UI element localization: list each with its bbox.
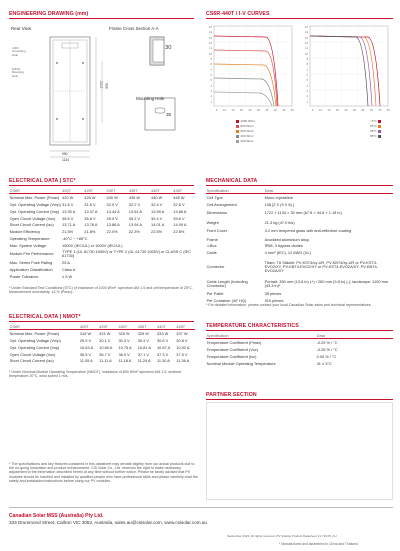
elec-stc-rule: [9, 185, 194, 186]
elec-nmot-table: [9, 323, 195, 364]
footer-rule: [9, 507, 393, 508]
eng-title-rule: [9, 18, 194, 19]
table-row: Opt. Operating Voltage (Vmp) 31.6 V 31.8 V 32.0 V 32.2 V 32.4 V 32.6 V: [9, 201, 185, 207]
legend-swatch: [236, 125, 239, 128]
mech-note: * For detailed information, please contact your local Canadian Solar sales and technical representatives.: [206, 303, 372, 307]
mech-table: [206, 187, 393, 304]
table-row: Opt. Operating Current (Imp) 13.30 A 13.37 A 13.44 A 13.51 A 13.59 A 13.66 A: [9, 208, 187, 214]
table-row: Cell Type Mono-crystalline: [206, 195, 293, 201]
table-row: Temperature Coefficient (Voc) -0.25 % / °C: [206, 346, 338, 352]
table-row: Front Cover 3.2 mm tempered glass with anti-reflective coating: [206, 227, 352, 233]
table-header: 435T: [128, 187, 150, 194]
iv-x-ticks-left: 5 10 15 20 25 30 35 40 45 50: [216, 108, 294, 112]
dim-length: 1722: [99, 81, 104, 89]
company-address: 333 Drummond Street, Carlton VIC 3053, Australia, sales.au@csisolar.com, www.csisolar.com.au: [9, 520, 207, 525]
iv-curves-chart: [206, 22, 394, 140]
table-row: Temperature Coefficient (Isc) 0.05 % / °C: [206, 353, 337, 359]
table-row: Opt. Operating Voltage (Vmp) 29.9 V 30.1 V 30.3 V 30.4 V 30.6 V 30.8 V: [9, 337, 188, 343]
iv-y-ticks-right: 15 14 13 12 11 10 9 8 7 6 5 4 3 2 1: [304, 25, 308, 104]
table-header: Specification: [206, 187, 264, 194]
iv-curves-title: CS6R-440T / I-V CURVES: [206, 11, 270, 17]
table-row: J-Box IP68, 3 bypass diodes: [206, 243, 303, 249]
table-header: 440T: [156, 323, 175, 330]
legend-swatch: [378, 130, 381, 133]
table-row: Frame Anodized aluminium alloy,: [206, 236, 310, 242]
table-row: Cable Length (Including Connector) Portrait: 350 mm (13.8 in) (+) / 250 mm (9.8 in) (-); landscape: 1100 mm (43.3 in)*: [206, 278, 389, 288]
iv-title-rule: [206, 18, 393, 19]
mounting-hole-label: Mounting Hole: [136, 96, 165, 101]
grounding-hole-note: 4-Φ4 Grounding Hole: [12, 46, 26, 57]
partner-rule: [206, 399, 393, 400]
table-header: 445T: [173, 187, 195, 194]
iv-legend-temperature: 5°C 25°C 45°C 65°C: [370, 119, 382, 139]
table-row: Cable 4 mm² (IEC), 12 AWG (UL): [206, 250, 311, 256]
dim-hole-width: 990: [62, 152, 68, 156]
legend-swatch: [378, 120, 381, 123]
table-row: Short Circuit Current (Isc) 11.05 A 11.11 A 11.18 A 11.24 A 11.30 A 11.36 A: [9, 358, 190, 364]
elec-nmot-rule: [9, 321, 194, 322]
table-header: Specification: [206, 332, 316, 339]
dim-hole-spacing: 990: [104, 83, 109, 89]
mech-title: MECHANICAL DATA: [206, 178, 258, 184]
temp-rule: [206, 330, 393, 331]
legend-swatch: [236, 120, 239, 123]
elec-stc-title: ELECTRICAL DATA | STC*: [9, 178, 76, 184]
dim-width: 1134: [62, 158, 70, 162]
table-row: Cell Arrangement 108 [2 X (9 X 6) ]: [206, 201, 295, 207]
elec-nmot-title: ELECTRICAL DATA | NMOT*: [9, 314, 81, 320]
table-header: 420T: [61, 187, 83, 194]
table-row: Per Container (40' HQ) 910 pieces: [206, 298, 284, 304]
legend-swatch: [236, 130, 239, 133]
mech-rule: [206, 185, 393, 186]
table-row: Open Circuit Voltage (Voc) 38.6 V 38.8 V 39.0 V 39.2 V 39.4 V 39.6 V: [9, 215, 185, 221]
frame-section-label: Frame Cross Section A-A: [109, 26, 159, 31]
datasheet-version: September 2023. All rights reserved, PV Module Product Datasheet V1.72C25_AU: [227, 534, 337, 538]
iv-plot-temperature: [310, 26, 388, 106]
table-header: 430T: [106, 187, 128, 194]
iv-plot-irradiance: [214, 26, 292, 106]
table-row: Max. Series Fuse Rating 25 A: [9, 259, 70, 265]
dim-35: 35: [166, 112, 172, 117]
partner-title: PARTNER SECTION: [206, 392, 257, 398]
table-row: Power Tolerance ± 5 W: [9, 273, 73, 279]
iv-legend-irradiance: 1000 W/m² 800 W/m² 600 W/m² 400 W/m² 200 W/m²: [236, 119, 255, 144]
table-row: Module Efficiency 21.5% 21.8% 22.0% 22.3% 22.5% 22.8%: [9, 229, 185, 235]
table-row: Per Pallet 35 pieces: [206, 291, 282, 297]
table-row: Nominal Max. Power (Pmax) 420 W 425 W 430 W 435 W 440 W 445 W: [9, 195, 185, 201]
table-header: 445T: [176, 323, 195, 330]
table-header: CS6R: [9, 187, 61, 194]
table-row: Temperature Coefficient (Pmax) -0.29 % / °C: [206, 340, 338, 346]
table-header: 435T: [137, 323, 156, 330]
table-header: Data: [316, 332, 393, 339]
rear-view-label: Rear View: [11, 26, 32, 31]
legend-swatch: [378, 135, 381, 138]
legend-swatch: [236, 135, 239, 138]
elec-stc-note: * Under Standard Test Conditions (STC) of irradiance of 1000 W/m², spectrum AM 1.5 and cell temperature of 25°C. Measurement uncertainty: ±3 % (Pmax).: [9, 286, 193, 295]
iv-y-ticks-left: 15 14 13 12 11 10 9 8 7 6 5 4 3 2 1: [208, 25, 212, 104]
table-row: Application Classification Class A: [9, 266, 76, 272]
table-row: Open Circuit Voltage (Voc) 36.5 V 36.7 V 36.9 V 37.1 V 37.3 V 37.5 V: [9, 351, 188, 357]
elec-stc-table: [9, 187, 195, 280]
table-header: 420T: [79, 323, 98, 330]
table-row: Nominal Max. Power (Pmax) 318 W 321 W 325 W 329 W 333 W 337 W: [9, 331, 188, 337]
partner-box: [206, 402, 393, 500]
table-header: 430T: [118, 323, 137, 330]
elec-nmot-note: * Under Nominal Module Operating Temperature (NMOT), irradiance of 800 W/m² spectrum AM 1.5, ambient temperature 20°C, wind speed 1 m/s.: [9, 370, 182, 379]
table-row: Dimensions 1722 × 1134 × 30 mm (67.8 × 44.6 × 1.18 in): [206, 210, 342, 216]
table-row: Operating Temperature -40°C ~ +85°C: [9, 236, 88, 242]
temp-title: TEMPERATURE CHARACTERISTICS: [206, 323, 299, 329]
table-row: Max. System Voltage 1500V (IEC/UL) or 1000V (IEC/UL): [9, 243, 123, 249]
table-row: Connector T6am: T6 Stäubli: PV-KST4/xy-UR, PV-KBT4/xy-UR or PV-KST4-EVO2/XY, PV-KBT4-EVO2/XY or PV-KST4-EVO2A/XY, PV-KBT4-EVO2A/XY: [206, 259, 378, 273]
company-name: Canadian Solar MSS (Australia) Pty Ltd.: [9, 513, 104, 519]
iv-x-ticks-right: 5 10 15 20 25 30 35 40 45 50: [312, 108, 390, 112]
table-row: Module Fire Performance TYPE 1 (UL 61730 1500V) or TYPE 2 (UL 61730 1000V) or CLASS C (IEC 61730): [9, 248, 192, 259]
table-header: 425T: [99, 323, 118, 330]
mounting-hole-note: 8-Φx9 Mounting Hole: [12, 67, 24, 78]
table-header: 425T: [84, 187, 106, 194]
legend-swatch: [378, 125, 381, 128]
legend-swatch: [236, 140, 239, 143]
disclaimer-text: * The specifications and key features contained in this datasheet may deviate slightly from our actual products due to the on-going innovation and product enhancement. CSI Solar Co., Ltd. reserves the right to make necessary adjustment to the information described herein at any time without further notice. Please be kindly advised that PV modules should be handled and installed by qualified people who have professional skills and please carefully read the safety and installation instructions before using our PV modules.: [9, 462, 198, 483]
table-header: CS6R: [9, 323, 79, 330]
table-row: Weight 21.3 kg (47.0 lbs): [206, 219, 295, 225]
engineering-drawing: [10, 33, 200, 163]
table-header: Data: [264, 187, 393, 194]
table-row: Nominal Module Operating Temperature 41 ± 3°C: [206, 360, 332, 366]
table-row: Short Circuit Current (Isc) 13.71 A 13.78 A 13.86 A 13.94 A 14.01 A 14.09 A: [9, 222, 187, 228]
table-row: Opt. Operating Current (Imp) 10.63 A 10.69 A 10.75 A 10.81 A 10.87 A 10.92 A: [9, 344, 190, 350]
manufacture-note: * Manufactured and assembled in China and Thailand.: [279, 542, 359, 546]
engineering-drawing-title: ENGINEERING DRAWING (mm): [9, 11, 89, 17]
dim-thickness: 30: [165, 45, 172, 51]
temp-table: [206, 332, 393, 366]
table-header: 440T: [150, 187, 172, 194]
